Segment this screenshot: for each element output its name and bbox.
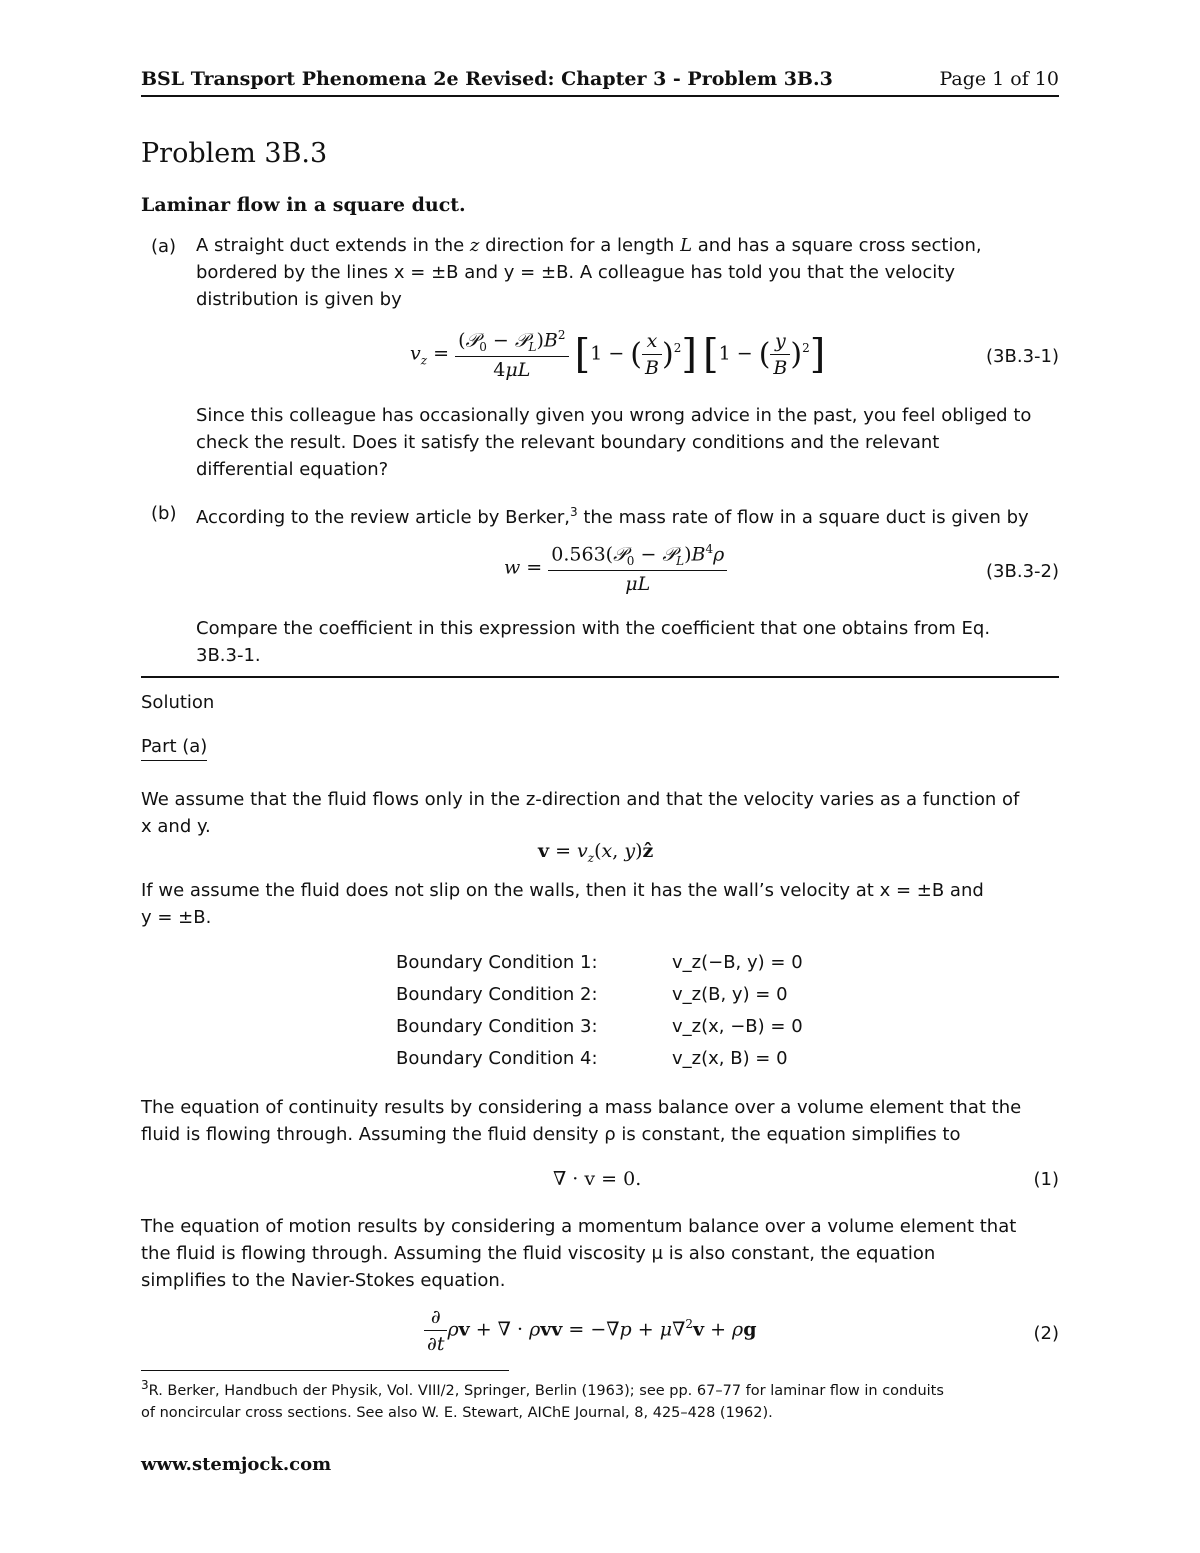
footnote-text: R. Berker, Handbuch der Physik, Vol. VIII/2, Springer, Berlin (1963); see pp. 67–77 for laminar flow in conduits — [148, 1382, 944, 1399]
bc-3-label: Boundary Condition 3: — [396, 1016, 598, 1037]
continuity-equation: ∇ · v = 0. — [553, 1168, 642, 1190]
fraction: $\frac{(𝒫_0 - 𝒫_L)B^2}{4\mu L}$ — [455, 328, 568, 381]
var-z: z — [469, 235, 480, 256]
section-divider — [141, 676, 1059, 678]
footnote-marker: 3 — [141, 1378, 149, 1392]
part-a-line-3: distribution is given by — [196, 289, 402, 310]
problem-subtitle: Laminar flow in a square duct. — [141, 194, 466, 216]
text-fragment: the mass rate of flow in a square duct is given by — [583, 507, 1029, 528]
bc-4-label: Boundary Condition 4: — [396, 1048, 598, 1069]
bc-1-label: Boundary Condition 1: — [396, 952, 598, 973]
footer-url[interactable]: www.stemjock.com — [141, 1454, 332, 1475]
page-header — [141, 68, 1059, 96]
text-fragment: According to the review article by Berker, — [196, 507, 570, 528]
part-b-line — [196, 499, 1029, 531]
part-a-heading — [141, 733, 207, 760]
header-page-number: Page 1 of 10 — [939, 68, 1059, 90]
footnote-marker: 3 — [569, 505, 578, 519]
solution-heading: Solution — [141, 692, 215, 713]
velocity-vector-equation: $v = v_z(x$, y)ẑ — [538, 840, 654, 865]
fraction: $\frac{\partial}{\partial t}$ — [424, 1306, 447, 1355]
bc-2-expr: v_z(B, y) = 0 — [672, 984, 788, 1005]
solution-p4-line-3: simplifies to the Navier-Stokes equation. — [141, 1270, 506, 1291]
solution-p2-line-1: If we assume the fluid does not slip on the walls, then it has the wall’s velocity at x = ±B and — [141, 880, 984, 901]
part-a-line-2: bordered by the lines x = ±B and y = ±B. A colleague has told you that the velocity — [196, 262, 955, 283]
part-a-after-2: check the result. Does it satisfy the relevant boundary conditions and the relevant — [196, 432, 940, 453]
footnote-line-1 — [141, 1374, 1061, 1402]
equation-number-3b3-2: (3B.3-2) — [986, 561, 1059, 582]
footnote-line-2: of noncircular cross sections. See also W. E. Stewart, AIChE Journal, 8, 425–428 (1962). — [141, 1404, 773, 1421]
solution-p3-line-1: The equation of continuity results by considering a mass balance over a volume element that the — [141, 1097, 1022, 1118]
var-L: L — [680, 235, 693, 256]
part-a-heading-text: Part (a) — [141, 736, 207, 761]
header-title: BSL Transport Phenomena 2e Revised: Chapter 3 - Problem 3B.3 — [141, 68, 833, 90]
text-fragment: and has a square cross section, — [697, 235, 982, 256]
solution-p4-line-1: The equation of motion results by considering a momentum balance over a volume element that — [141, 1216, 1017, 1237]
bc-1-expr: v_z(−B, y) = 0 — [672, 952, 803, 973]
equation-number-3b3-1: (3B.3-1) — [986, 346, 1059, 367]
part-a-line-1 — [196, 232, 982, 259]
part-b-after-2: 3B.3-1. — [196, 645, 261, 666]
solution-p4-line-2: the fluid is flowing through. Assuming the fluid viscosity μ is also constant, the equation — [141, 1243, 936, 1264]
footnote — [141, 1374, 1061, 1424]
bc-4-expr: v_z(x, B) = 0 — [672, 1048, 788, 1069]
equation-3b3-2: w = $\frac{0.563(𝒫_0 - 𝒫_L)B^4\rho}{\mu L}$ — [504, 542, 727, 595]
bc-3-expr: v_z(x, −B) = 0 — [672, 1016, 803, 1037]
part-a-after-1: Since this colleague has occasionally given you wrong advice in the past, you feel obliged to — [196, 405, 1032, 426]
navier-stokes-equation: $\frac{\partial}{\partial t}$ ρv + ∇ · ρvv = −∇p + μ∇$^2$v + ρg — [424, 1306, 757, 1355]
problem-title: Problem 3B.3 — [141, 138, 328, 169]
fraction: $\frac{0.563(𝒫_0 - 𝒫_L)B^4\rho}{\mu L}$ — [548, 542, 727, 595]
footnote-rule — [141, 1370, 509, 1371]
part-a-label: (a) — [151, 236, 177, 257]
part-a-after-3: differential equation? — [196, 459, 389, 480]
bc-2-label: Boundary Condition 2: — [396, 984, 598, 1005]
part-b-after-1: Compare the coefficient in this expression with the coefficient that one obtains from Eq. — [196, 618, 991, 639]
equation-3b3-1: $v_z$ = $\frac{(𝒫_0 - 𝒫_L)B^2}{4\mu L}$ [1 − ( $\frac{x}{B}$ )$^2$] [1 − ( $\frac{y}{B}$ )$^2$] — [410, 328, 826, 382]
solution-p3-line-2: fluid is flowing through. Assuming the fluid density ρ is constant, the equation simplifies to — [141, 1124, 961, 1145]
part-b-label: (b) — [151, 503, 177, 524]
solution-p2-line-2: y = ±B. — [141, 907, 212, 928]
solution-p1-line-2: x and y. — [141, 816, 211, 837]
text-fragment: direction for a length — [485, 235, 675, 256]
solution-p1-line-1: We assume that the fluid flows only in the z-direction and that the velocity varies as a function of — [141, 789, 1020, 810]
text-fragment: A straight duct extends in the — [196, 235, 465, 256]
equation-number-1: (1) — [1033, 1169, 1059, 1190]
equation-number-2: (2) — [1033, 1323, 1059, 1344]
header-rule — [141, 95, 1059, 97]
